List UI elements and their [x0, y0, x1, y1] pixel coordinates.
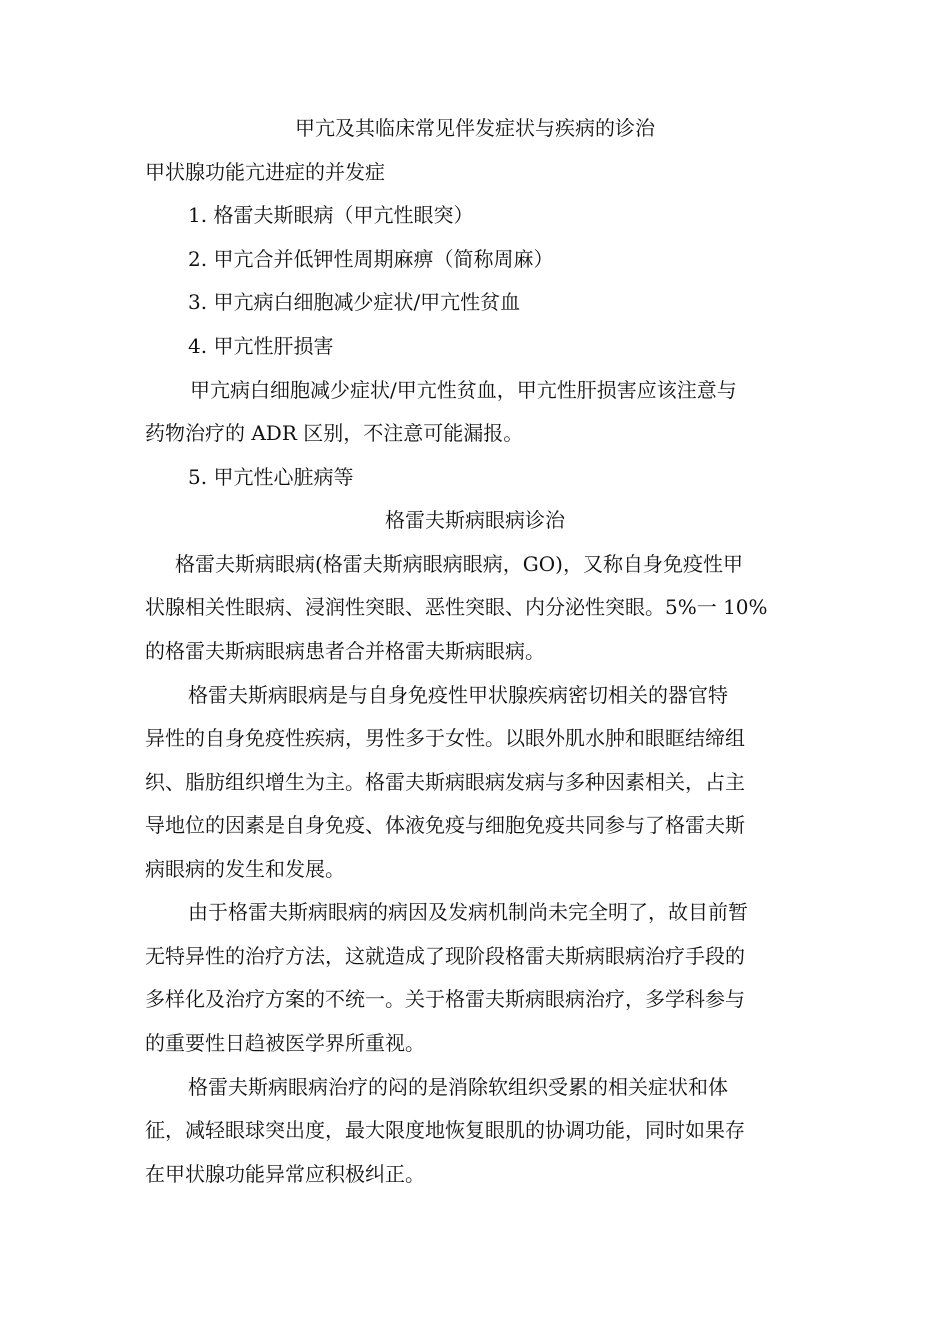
list-item: 4. 甲亢性肝损害 — [188, 334, 334, 358]
section-heading-complications: 甲状腺功能亢进症的并发症 — [145, 160, 385, 184]
paragraph-line: 状腺相关性眼病、浸润性突眼、恶性突眼、内分泌性突眼。5%一 10% — [145, 595, 768, 619]
paragraph-line: 格雷夫斯病眼病治疗的闷的是消除软组织受累的相关症状和体 — [188, 1075, 728, 1099]
section-heading-go: 格雷夫斯病眼病诊治 — [385, 508, 565, 532]
paragraph-line: 病眼病的发生和发展。 — [145, 857, 345, 881]
list-item: 2. 甲亢合并低钾性周期麻痹（简称周麻） — [188, 247, 554, 271]
list-item: 1. 格雷夫斯眼病（甲亢性眼突） — [188, 203, 474, 227]
paragraph-line: 由于格雷夫斯病眼病的病因及发病机制尚未完全明了，故目前暂 — [188, 900, 748, 924]
paragraph-line: 多样化及治疗方案的不统一。关于格雷夫斯病眼病治疗，多学科参与 — [145, 987, 745, 1011]
paragraph-line: 无特异性的治疗方法，这就造成了现阶段格雷夫斯病眼病治疗手段的 — [145, 944, 745, 968]
paragraph-line: 织、脂肪组织增生为主。格雷夫斯病眼病发病与多种因素相关，占主 — [145, 770, 745, 794]
list-item: 3. 甲亢病白细胞减少症状/甲亢性贫血 — [188, 290, 521, 314]
paragraph-line: 的格雷夫斯病眼病患者合并格雷夫斯病眼病。 — [145, 639, 545, 663]
paragraph-line: 异性的自身免疫性疾病，男性多于女性。以眼外肌水肿和眼眶结缔组 — [145, 726, 745, 750]
paragraph-line: 在甲状腺功能异常应积极纠正。 — [145, 1162, 425, 1186]
paragraph-line: 格雷夫斯病眼病(格雷夫斯病眼病眼病，GO)，又称自身免疫性甲 — [175, 552, 743, 576]
paragraph-line: 格雷夫斯病眼病是与自身免疫性甲状腺疾病密切相关的器官特 — [188, 683, 728, 707]
paragraph-line: 导地位的因素是自身免疫、体液免疫与细胞免疫共同参与了格雷夫斯 — [145, 813, 745, 837]
document-title: 甲亢及其临床常见伴发症状与疾病的诊治 — [295, 116, 655, 140]
paragraph-line: 征，减轻眼球突出度，最大限度地恢复眼肌的协调功能，同时如果存 — [145, 1118, 745, 1142]
paragraph-line: 的重要性日趋被医学界所重视。 — [145, 1031, 425, 1055]
note-line: 药物治疗的 ADR 区别，不注意可能漏报。 — [145, 421, 524, 445]
list-item: 5. 甲亢性心脏病等 — [188, 465, 354, 489]
note-line: 甲亢病白细胞减少症状/甲亢性贫血，甲亢性肝损害应该注意与 — [190, 378, 737, 402]
